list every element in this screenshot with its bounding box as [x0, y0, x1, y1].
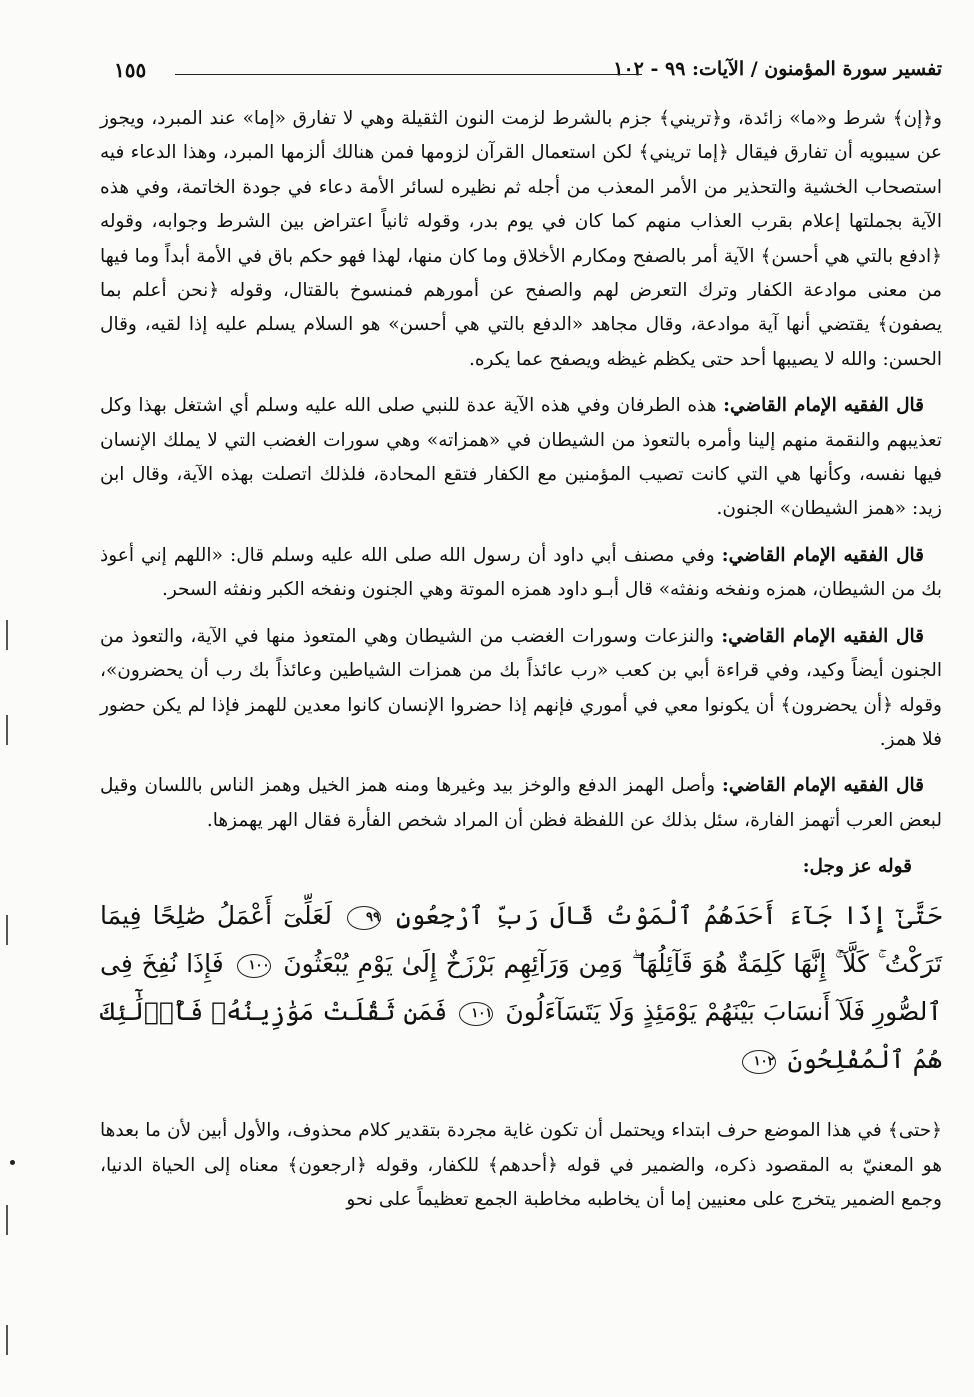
ayah-number-marker: ١٠٢	[742, 1050, 776, 1074]
text-line: الشرط وجوابه، وقوله ﴿ادفع بالتي هي أحسن﴾ الآية أمر بالصفح ومكارم الأخلاق وما كان منها، لهذا فهو	[100, 211, 942, 267]
text-line: ويجوز عن سيبويه أن تفارق فيقال ﴿إما تريني﴾ لكن استعمال القرآن لزومها فمن هنالك ألزمها المبرد،	[100, 108, 942, 164]
paragraph-1	[100, 102, 942, 377]
book-page	[100, 40, 942, 1229]
paragraph-text: هذه الطرفان وفي هذه الآية عدة للنبي صلى الله عليه وسلم أي اشتغل بهذا وكل تعذيبهم والنقمة منهم إلينا وأمره بالتعوذ من الشيطان في «همزاته» وهي سورات الغضب التي لا يملك الإنسان فيها نفسه، وكأنها هي التي كانت تصيب المؤمنين مع الكفار فتقع المحادة، فلذلك اتصلت بهذه الآية، وقال ابن زيد: «همز الشيطان» الجنون.	[100, 395, 942, 520]
page-number: ١٥٥	[114, 58, 147, 82]
quran-verses	[100, 892, 942, 1084]
text-line: وهذا الدعاء فيه استصحاب الخشية والتحذير من الأمر المعذب من أجله ثم نظيره لسائر الأمة دعاء في جودة	[100, 142, 942, 198]
speaker-label: قال الفقيه الإمام القاضي:	[721, 625, 924, 647]
speaker-label: قال الفقيه الإمام القاضي:	[722, 775, 924, 797]
margin-dot	[10, 1160, 15, 1165]
margin-mark	[6, 1325, 8, 1355]
margin-mark	[6, 715, 8, 745]
paragraph-text: ﴿حتى﴾ في هذا الموضع حرف ابتداء ويحتمل أن تكون غاية مجردة بتقدير كلام محذوف، والأول أبين لأن ما بعدها هو المعنيّ به المقصود ذكره، والضمير في قوله ﴿أحدهم﴾ للكفار، وقوله ﴿ارجعون﴾ معناه إلى الحياة الدنيا، وجمع الضمير يتخرج على معنيين إما أن يخاطبه مخاطبة الجمع تعظيماً على نحو	[100, 1120, 942, 1210]
paragraph-4	[100, 620, 942, 758]
paragraph-2	[100, 389, 942, 527]
verse-text: حَتَّىٰٓ إِذَا جَآءَ أَحَدَهُمُ ٱلْمَوْتُ قَالَ رَبِّ ٱرْجِعُونِ	[396, 901, 942, 931]
text-line: حكم باق في الأمة أبداً وما فيها من معنى موادعة الكفار وترك التعرض لهم والصفح عن أمورهم فمنسوخ	[100, 245, 942, 302]
page-header	[100, 40, 942, 94]
speaker-label: قال الفقيه الإمام القاضي:	[723, 395, 924, 417]
running-title: تفسير سورة المؤمنون / الآيات: ٩٩ - ١٠٢	[613, 58, 942, 80]
margin-mark	[6, 1205, 8, 1235]
paragraph-5	[100, 769, 942, 838]
verse-intro: قوله عز وجل:	[802, 856, 912, 878]
verse-text: لَعَلِّىٓ أَعْمَلُ صَٰلِحًا فِيمَا تَرَكْتُ ۚ كَلَّآ ۚ إِنَّهَا كَلِمَةٌ هُوَ قَآئِلُهَا ۖ وَمِن وَرَآئِهِم بَرْزَخٌ إِلَىٰ يَوْمِ يُبْعَثُونَ	[100, 901, 942, 979]
verse-text: فَمَن ثَقُلَتْ مَوَٰزِينُهُۥ فَأُو۟لَٰٓئِكَ هُمُ ٱلْمُفْلِحُونَ	[100, 997, 942, 1075]
paragraph-text: وفي مصنف أبي داود أن رسول الله صلى الله عليه وسلم قال: «اللهم إني أعوذ بك من الشيطان، همزه ونفخه ونفثه» قال أبـو داود همزه الموتة وهي الجنون ونفخه الكبر ونفثه السحر.	[100, 544, 942, 601]
paragraph-6	[100, 1114, 942, 1217]
ayah-number-marker: ٩٩	[347, 906, 381, 930]
verse-text: فَإِذَا نُفِخَ فِى ٱلصُّورِ فَلَآ أَنسَابَ بَيْنَهُمْ يَوْمَئِذٍ وَلَا يَتَسَآءَلُونَ	[100, 949, 942, 1027]
speaker-label: قال الفقيه الإمام القاضي:	[721, 544, 924, 566]
margin-mark	[6, 620, 8, 650]
text-line: الخاتمة، وفي هذه الآية بجملتها إعلام بقرب العذاب منهم كما كان في يوم بدر، وقوله ثانياً اعتراض بين	[100, 176, 943, 233]
text-line: السلام يسلم عليه إذا لقيه، وقال الحسن: والله لا يصيبها أحد حتى يكظم غيظه ويصفح عما يكره.	[100, 314, 942, 370]
text-line: بالقتال، وقوله ﴿نحن أعلم بما يصفون﴾ يقتضي أنها آية موادعة، وقال مجاهد «الدفع بالتي هي أحسن» هو	[100, 280, 942, 336]
paragraph-text: وأصل الهمز الدفع والوخز بيد وغيرها ومنه همز الخيل وهمز الناس باللسان وقيل لبعض العرب أتهمز الفارة، سئل بذلك عن اللفظة فظن أن المراد شخص الفأرة فقال الهر يهمزها.	[100, 775, 942, 831]
ayah-number-marker: ١٠١	[459, 1002, 493, 1026]
header-rule	[175, 74, 642, 75]
ayah-number-marker: ١٠٠	[237, 954, 271, 978]
text-line: و﴿إن﴾ شرط و«ما» زائدة، و﴿تريني﴾ جزم بالشرط لزمت النون الثقيلة وهي لا تفارق «إما» عند المبرد،	[151, 108, 942, 129]
margin-mark	[6, 915, 8, 945]
paragraph-3	[100, 539, 942, 608]
paragraph-text: والنزعات وسورات الغضب من الشيطان وهي المتعوذ منها في الآية، والتعوذ من الجنون أيضاً وكيد، وفي قراءة أبي بن كعب «رب عائذاً بك من همزات الشياطين وعائذاً بك رب أن يحضرون»، وقوله ﴿أن يحضرون﴾ أن يكونوا معي في أموري فإنهم إذا حضروا الإنسان كانوا معدين للهمز فإذا لم يكن حضور فلا همز.	[100, 625, 942, 750]
